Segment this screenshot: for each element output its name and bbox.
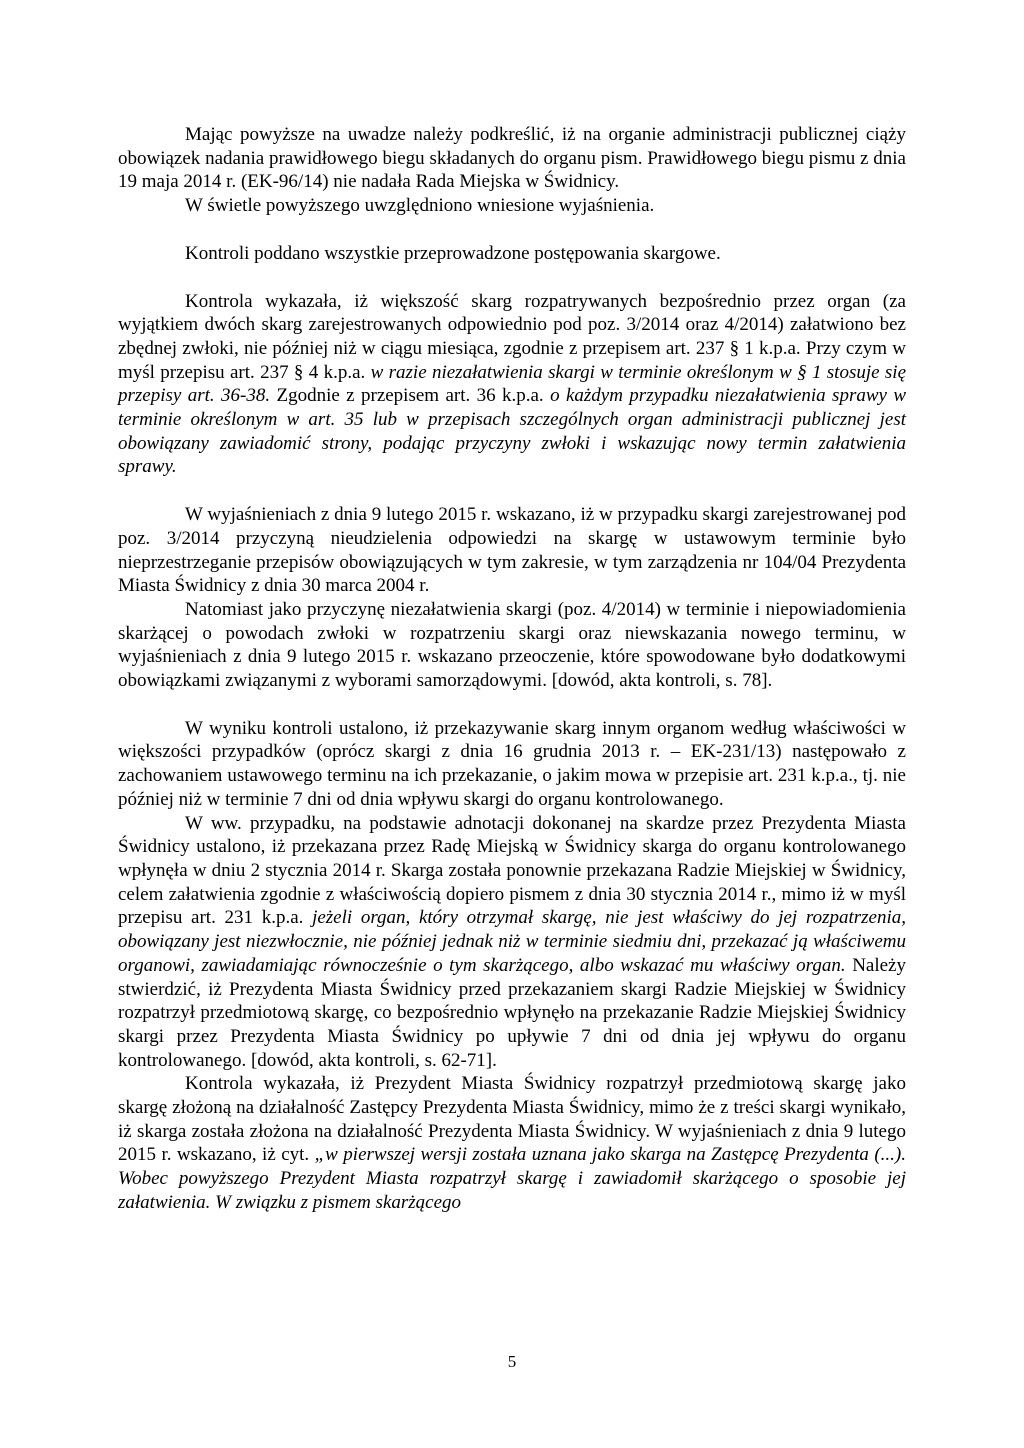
paragraph-7: W wyniku kontroli ustalono, iż przekazywanie skarg innym organom według właściwości w większości przypadków (oprócz skargi z dnia 16 grudnia 2013 r. – EK-231/13) następowało z zachowaniem ustawowego terminu na ich przekazanie, o jakim mowa w przepisie art. 231 k.p.a., tj. nie później niż w terminie 7 dni od dnia wpływu skargi do organu kontrolowanego. (118, 717, 906, 810)
page-number: 5 (507, 1352, 517, 1371)
paragraph-2: W świetle powyższego uwzględniono wniesione wyjaśnienia. (185, 195, 655, 217)
document-page (118, 123, 906, 1215)
paragraph-1: Mając powyższe na uwadze należy podkreślić, iż na organie administracji publicznej ciąży obowiązek nadania prawidłowego biegu składanych do organu pism. Prawidłowego biegu pismu z dnia 19 maja 2014 r. (EK-96/14) nie nadała Rada Miejska w Świdnicy. (118, 124, 906, 193)
paragraph-3: Kontroli poddano wszystkie przeprowadzone postępowania skargowe. (185, 242, 721, 264)
quote-art-231: jeżeli organ, który otrzymał skargę, nie jest właściwy do jej rozpatrzenia, obowiązany jest niezwłocznie, nie później jednak niż w terminie siedmiu dni, przekazać ją właściwemu organowi, zawiadamiając równocześnie o tym skarżącego, albo wskazać mu właściwy organ. (118, 907, 906, 976)
paragraph-6: Natomiast jako przyczynę niezałatwienia skargi (poz. 4/2014) w terminie i niepowiadomienia skarżącej o powodach zwłoki w rozpatrzeniu skargi oraz niewskazania nowego terminu, w wyjaśnieniach z dnia 9 lutego 2015 r. wskazano przeoczenie, które spowodowane było dodatkowymi obowiązkami związanymi z wyborami samorządowymi. [dowód, akta kontroli, s. 78]. (118, 598, 906, 692)
quote-explanation: „w pierwszej wersji została uznana jako skarga na Zastępcę Prezydenta (...). Wobec powyższego Prezydent Miasta rozpatrzył skargę i zawiadomił skarżącego o sposobie jej załatwienia. W związku z pismem skarżącego (118, 1144, 906, 1213)
paragraph-8: W ww. przypadku, na podstawie adnotacji dokonanej na skardze przez Prezydenta Miasta Świdnicy ustalono, iż przekazana przez Radę Miejską w Świdnicy skarga do organu kontrolowanego wpłynęła w dniu 2 stycznia 2014 r. Skarga została ponownie przekazana Radzie Miejskiej w Świdnicy, celem załatwienia zgodnie z właściwością dopiero pismem z dnia 30 stycznia 2014 r., mimo iż w myśl przepisu art. 231 k.p.a. jeżeli organ, który otrzymał skargę, nie jest właściwy do jej rozpatrzenia, obowiązany jest niezwłocznie, nie później jednak niż w terminie siedmiu dni, przekazać ją właściwemu organowi, zawiadamiając równocześnie o tym skarżącego, albo wskazać mu właściwy organ. Należy stwierdzić, iż Prezydenta Miasta Świdnicy przed przekazaniem skargi Radzie Miejskiej w Świdnicy rozpatrzył przedmiotową skargę, co bezpośrednio wpłynęło na przekazanie Radzie Miejskiej Świdnicy skargi przez Prezydenta Miasta Świdnicy po upływie 7 dni od dnia jej wpływu do organu kontrolowanego. [dowód, akta kontroli, s. 62-71]. (118, 812, 906, 1071)
quote-art-237-4: w razie niezałatwienia skargi w terminie określonym w § 1 stosuje się przepisy art. 36-38. (118, 361, 906, 407)
quote-art-36: o każdym przypadku niezałatwienia sprawy w terminie określonym w art. 35 lub w przepisach szczególnych organ administracji publicznej jest obowiązany zawiadomić strony, podając przyczyny zwłoki i wskazując nowy termin załatwienia sprawy. (118, 385, 906, 478)
paragraph-9: Kontrola wykazała, iż Prezydent Miasta Świdnicy rozpatrzył przedmiotową skargę jako skargę złożoną na działalność Zastępcy Prezydenta Miasta Świdnicy, mimo że z treści skargi wynikało, iż skarga została złożona na działalność Prezydenta Miasta Świdnicy. W wyjaśnieniach z dnia 9 lutego 2015 r. wskazano, iż cyt. „w pierwszej wersji została uznana jako skarga na Zastępcę Prezydenta (...). Wobec powyższego Prezydent Miasta rozpatrzył skargę i zawiadomił skarżącego o sposobie jej załatwienia. W związku z pismem skarżącego (118, 1073, 906, 1213)
paragraph-5: W wyjaśnieniach z dnia 9 lutego 2015 r. wskazano, iż w przypadku skargi zarejestrowanej pod poz. 3/2014 przyczyną nieudzielenia odpowiedzi na skargę w ustawowym terminie było nieprzestrzeganie przepisów obowiązujących w tym zakresie, w tym zarządzenia nr 104/04 Prezydenta Miasta Świdnicy z dnia 30 marca 2004 r. (118, 504, 906, 597)
paragraph-4: Kontrola wykazała, iż większość skarg rozpatrywanych bezpośrednio przez organ (za wyjątkiem dwóch skarg zarejestrowanych odpowiednio pod poz. 3/2014 oraz 4/2014) załatwiono bez zbędnej zwłoki, nie później niż w ciągu miesiąca, zgodnie z przepisem art. 237 § 1 k.p.a. Przy czym w myśl przepisu art. 237 § 4 k.p.a. w razie niezałatwienia skargi w terminie określonym w § 1 stosuje się przepisy art. 36-38. Zgodnie z przepisem art. 36 k.p.a. o każdym przypadku niezałatwienia sprawy w terminie określonym w art. 35 lub w przepisach szczególnych organ administracji publicznej jest obowiązany zawiadomić strony, podając przyczyny zwłoki i wskazując nowy termin załatwienia sprawy. (118, 290, 906, 478)
